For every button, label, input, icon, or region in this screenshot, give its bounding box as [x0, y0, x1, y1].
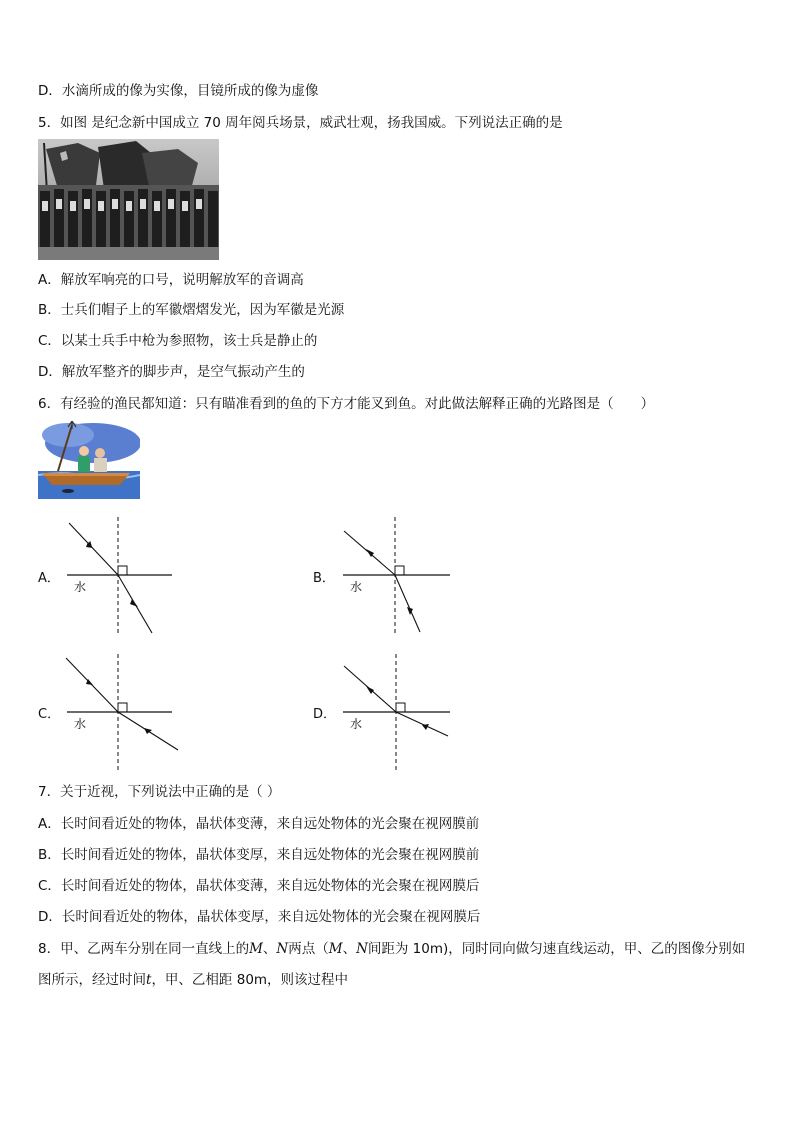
q4-option-d: D．水滴所成的像为实像，目镜所成的像为虚像 [38, 83, 319, 99]
q8-line-1 [38, 940, 745, 958]
var-m: M [328, 941, 343, 957]
var-m: M [249, 941, 263, 957]
q5-option-a: A．解放军响亮的口号，说明解放军的音调高 [38, 272, 304, 288]
q8-text: ，甲、乙相距 80m，则该过程中 [151, 972, 349, 988]
q5-stem: 5．如图 是纪念新中国成立 70 周年阅兵场景，威武壮观，扬我国威。下列说法正确的是 [38, 115, 563, 131]
q7-option-d: D．长时间看近处的物体，晶状体变厚，来自远处物体的光会聚在视网膜后 [38, 909, 481, 925]
q8-text: 、 [342, 941, 357, 957]
water-label-b: 水 [350, 580, 363, 594]
var-n: N [276, 941, 289, 957]
q7-option-a: A．长时间看近处的物体，晶状体变薄，来自远处物体的光会聚在视网膜前 [38, 816, 480, 832]
water-label-a: 水 [74, 580, 87, 594]
q7-option-c: C．长时间看近处的物体，晶状体变薄，来自远处物体的光会聚在视网膜后 [38, 878, 480, 894]
var-n: N [356, 941, 368, 957]
q6-option-a-label: A． [38, 571, 60, 586]
q6-diagram-a [62, 515, 177, 635]
q5-option-b: B．士兵们帽子上的军徽熠熠发光，因为军徽是光源 [38, 302, 345, 318]
water-label-c: 水 [74, 717, 87, 731]
water-label-d: 水 [350, 717, 363, 731]
parade-photo [38, 139, 219, 260]
q6-option-c-label: C． [38, 707, 61, 722]
q5-option-c: C．以某士兵手中枪为参照物，该士兵是静止的 [38, 333, 318, 349]
q5-option-d: D．解放军整齐的脚步声，是空气振动产生的 [38, 364, 305, 380]
q6-stem: 6．有经验的渔民都知道：只有瞄准看到的鱼的下方才能叉到鱼。对此做法解释正确的光路图是（ ） [38, 396, 655, 412]
q8-text: 两点（ [288, 941, 329, 957]
q8-text: 、 [262, 941, 277, 957]
fisherman-illustration [38, 421, 140, 499]
q8-line-2 [38, 971, 348, 989]
q7-option-b: B．长时间看近处的物体，晶状体变厚，来自远处物体的光会聚在视网膜前 [38, 847, 480, 863]
var-t: t [146, 972, 152, 988]
q7-stem: 7．关于近视，下列说法中正确的是（ ） [38, 784, 281, 800]
q6-option-b-label: B． [313, 571, 335, 586]
q8-text: 图所示，经过时间 [38, 972, 146, 988]
q6-diagram-b [338, 515, 453, 635]
q8-text: 8．甲、乙两车分别在同一直线上的 [38, 941, 250, 957]
q6-option-d-label: D． [313, 707, 337, 722]
q6-diagram-d [338, 652, 458, 772]
q8-text: 间距为 10m)，同时同向做匀速直线运动，甲、乙的图像分别如 [367, 941, 746, 957]
q6-diagram-c [62, 652, 182, 772]
